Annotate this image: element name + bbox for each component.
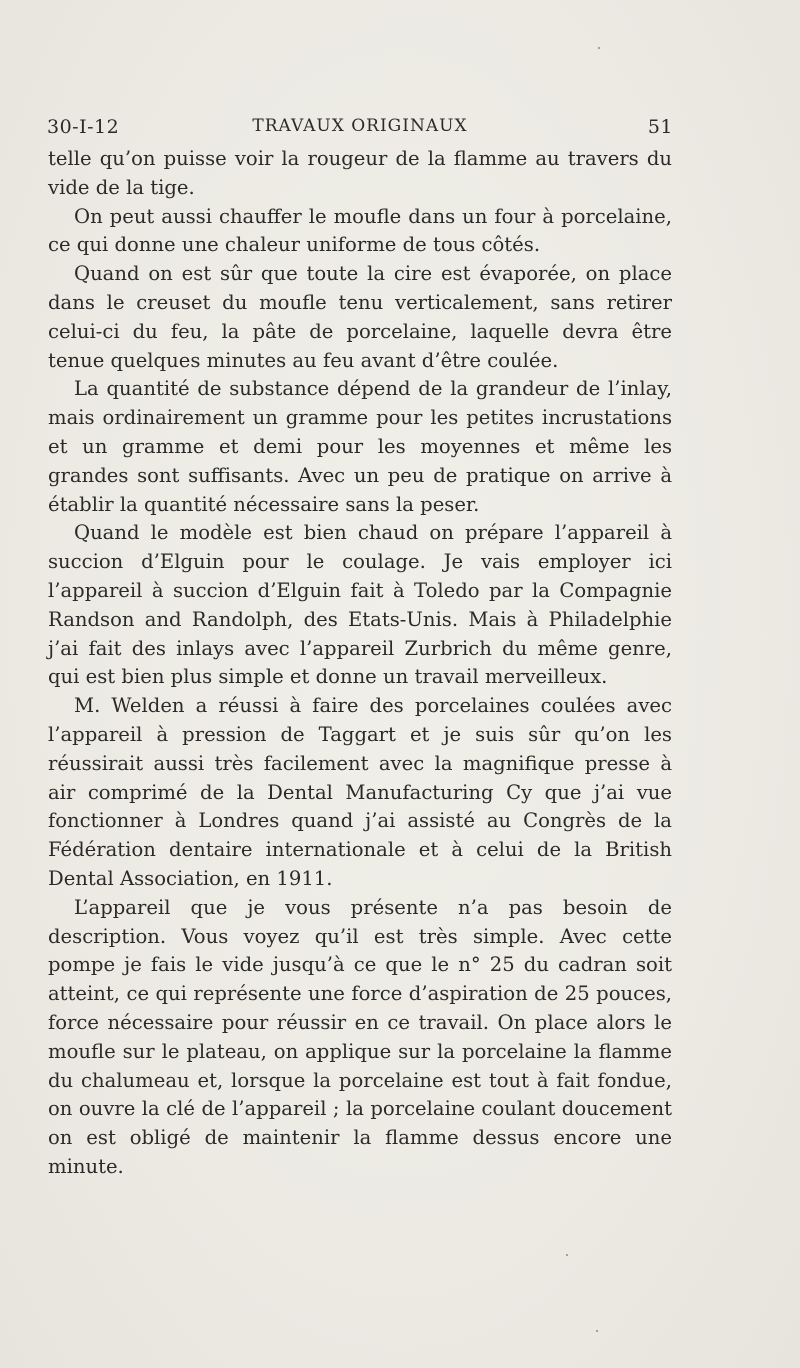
page-number: 51 xyxy=(647,116,673,138)
paragraph-appareil-succion: Quand le modèle est bien chaud on prépare l’appareil à succion d’Elguin pour le coulage. Je vais employer ici l’appareil à succion d’Elguin fait à Toledo par la Compagnie Randson and Randolph, des Etats-Unis. Mais à Philadelphie j’ai fait des inlays avec l’appareil Zurbrich du même genre, qui est bien plus simple et donne un travail merveilleux. xyxy=(48,521,672,689)
paragraph-appareil-pompe: L’appareil que je vous présente n’a pas besoin de description. Vous voyez qu’il est très simple. Avec cette pompe je fais le vide jusqu’à ce que le n° 25 du cadran soit atteint, ce qui représente une force d’aspiration de 25 pouces, force nécessaire pour réussir en ce travail. On place alors le moufle sur le plateau, on applique sur la porcelaine la flamme du chalumeau et, lorsque la porcelaine est tout à fait fondue, on ouvre la clé de l’appareil ; la porcelaine coulant doucement on est obligé de maintenir la flamme dessus encore une minute. xyxy=(48,895,672,1178)
paragraph-cire-evaporee: Quand on est sûr que toute la cire est évaporée, on place dans le creuset du moufle tenu verticalement, sans retirer celui-ci du feu, la pâte de porcelaine, laquelle devra être tenue quelques minutes au feu avant d’être coulée. xyxy=(48,262,672,372)
paragraph-quantite-substance: La quantité de substance dépend de la grandeur de l’inlay, mais ordinairement un gramme pour les petites incrustations et un gramme et demi pour les moyennes et même les grandes sont suffisants. Avec un peu de pratique on arrive à établir la quantité nécessaire sans la peser. xyxy=(48,377,672,516)
paper-speck xyxy=(566,1254,568,1256)
running-header xyxy=(47,110,673,142)
header-section-title: TRAVAUX ORIGINAUX xyxy=(252,116,468,136)
paragraph-continuation: telle qu’on puisse voir la rougeur de la flamme au travers du vide de la tige. xyxy=(48,147,672,199)
paragraph-moufle-four: On peut aussi chauffer le moufle dans un four à porcelaine, ce qui donne une chaleur uniforme de tous côtés. xyxy=(48,204,672,257)
header-date: 30-I-12 xyxy=(47,116,120,138)
body-text xyxy=(48,145,672,1182)
paper-speck xyxy=(598,47,600,49)
paper-speck xyxy=(596,1330,598,1332)
paragraph-welden: M. Welden a réussi à faire des porcelaines coulées avec l’appareil à pression de Taggart et je suis sûr qu’on les réussirait aussi très facilement avec la magnifique presse à air comprimé de la Dental Manufacturing Cy que j’ai vue fonctionner à Londres quand j’ai assisté au Congrès de la Fédération dentaire internationale et à celui de la British Dental Association, en 1911. xyxy=(48,694,672,890)
